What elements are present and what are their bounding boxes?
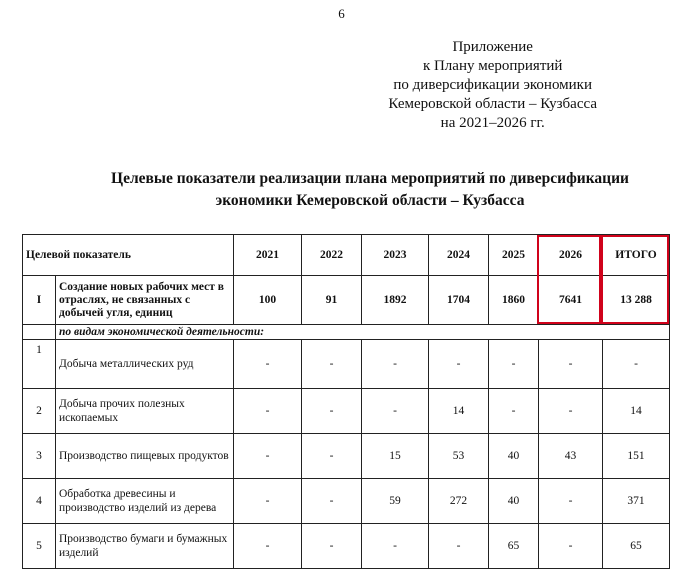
appendix-note xyxy=(388,38,597,133)
cell-2023: - xyxy=(362,524,429,569)
cell-2022: 91 xyxy=(302,276,362,325)
cell-2025: - xyxy=(489,389,539,434)
cell-total: 371 xyxy=(603,479,670,524)
table-row xyxy=(23,524,670,569)
row-index: 1 xyxy=(23,340,56,389)
row-description: Добыча металлических руд xyxy=(56,340,234,389)
cell-2021: - xyxy=(234,340,302,389)
header-2021: 2021 xyxy=(234,235,302,276)
row-index: 3 xyxy=(23,434,56,479)
cell-2022: - xyxy=(302,389,362,434)
subheader-row xyxy=(23,325,670,340)
highlight-2026-column xyxy=(537,235,601,324)
header-2026: 2026 xyxy=(539,235,603,276)
appendix-line: по диверсификации экономики xyxy=(393,77,593,93)
appendix-line: Кемеровской области – Кузбасса xyxy=(388,96,597,112)
cell-2026: - xyxy=(539,340,603,389)
cell-2025: 40 xyxy=(489,434,539,479)
table-row xyxy=(23,479,670,524)
cell-2024: 14 xyxy=(429,389,489,434)
row-index: 4 xyxy=(23,479,56,524)
cell-2021: - xyxy=(234,434,302,479)
row-index: I xyxy=(23,276,56,325)
cell-2026: 43 xyxy=(539,434,603,479)
subheader-text: по видам экономической деятельности: xyxy=(56,325,670,340)
header-2022: 2022 xyxy=(302,235,362,276)
header-2025: 2025 xyxy=(489,235,539,276)
cell-2026: - xyxy=(539,389,603,434)
cell-2021: - xyxy=(234,389,302,434)
page-number: 6 xyxy=(338,6,345,21)
row-description: Производство бумаги и бумажных изделий xyxy=(56,524,234,569)
header-indicator: Целевой показатель xyxy=(23,235,234,276)
cell-2026: - xyxy=(539,524,603,569)
cell-2025: - xyxy=(489,340,539,389)
header-2024: 2024 xyxy=(429,235,489,276)
cell-2021: - xyxy=(234,479,302,524)
cell-2023: 59 xyxy=(362,479,429,524)
subheader-spacer xyxy=(23,325,56,340)
row-description: Обработка древесины и производство изделий из дерева xyxy=(56,479,234,524)
cell-2024: - xyxy=(429,340,489,389)
highlight-total-column xyxy=(601,235,669,324)
header-2023: 2023 xyxy=(362,235,429,276)
cell-2023: - xyxy=(362,340,429,389)
cell-total: 13 288 xyxy=(603,276,670,325)
title-line: Целевые показатели реализации плана мероприятий по диверсификации xyxy=(111,170,629,187)
cell-2021: 100 xyxy=(234,276,302,325)
cell-2026: - xyxy=(539,479,603,524)
cell-2023: - xyxy=(362,389,429,434)
appendix-line: Приложение xyxy=(452,39,533,55)
cell-2024: 1704 xyxy=(429,276,489,325)
table-row xyxy=(23,389,670,434)
cell-2024: 53 xyxy=(429,434,489,479)
title-line: экономики Кемеровской области – Кузбасса xyxy=(215,192,525,209)
row-description: Производство пищевых продуктов xyxy=(56,434,234,479)
row-index: 2 xyxy=(23,389,56,434)
row-description: Создание новых рабочих мест в отраслях, не связанных с добычей угля, единиц xyxy=(56,276,234,325)
cell-2025: 40 xyxy=(489,479,539,524)
appendix-line: к Плану мероприятий xyxy=(422,58,563,74)
cell-2026: 7641 xyxy=(539,276,603,325)
cell-2022: - xyxy=(302,340,362,389)
row-description: Добыча прочих полезных ископаемых xyxy=(56,389,234,434)
table-row xyxy=(23,340,670,389)
cell-2022: - xyxy=(302,524,362,569)
cell-2025: 1860 xyxy=(489,276,539,325)
cell-2024: 272 xyxy=(429,479,489,524)
document-title xyxy=(70,168,670,212)
cell-total: 65 xyxy=(603,524,670,569)
cell-total: 14 xyxy=(603,389,670,434)
cell-2024: - xyxy=(429,524,489,569)
cell-2022: - xyxy=(302,434,362,479)
cell-2025: 65 xyxy=(489,524,539,569)
cell-total: - xyxy=(603,340,670,389)
cell-2022: - xyxy=(302,479,362,524)
header-total: ИТОГО xyxy=(603,235,670,276)
appendix-line: на 2021–2026 гг. xyxy=(440,115,545,131)
cell-2021: - xyxy=(234,524,302,569)
cell-2023: 15 xyxy=(362,434,429,479)
cell-total: 151 xyxy=(603,434,670,479)
cell-2023: 1892 xyxy=(362,276,429,325)
table-row xyxy=(23,434,670,479)
row-index: 5 xyxy=(23,524,56,569)
